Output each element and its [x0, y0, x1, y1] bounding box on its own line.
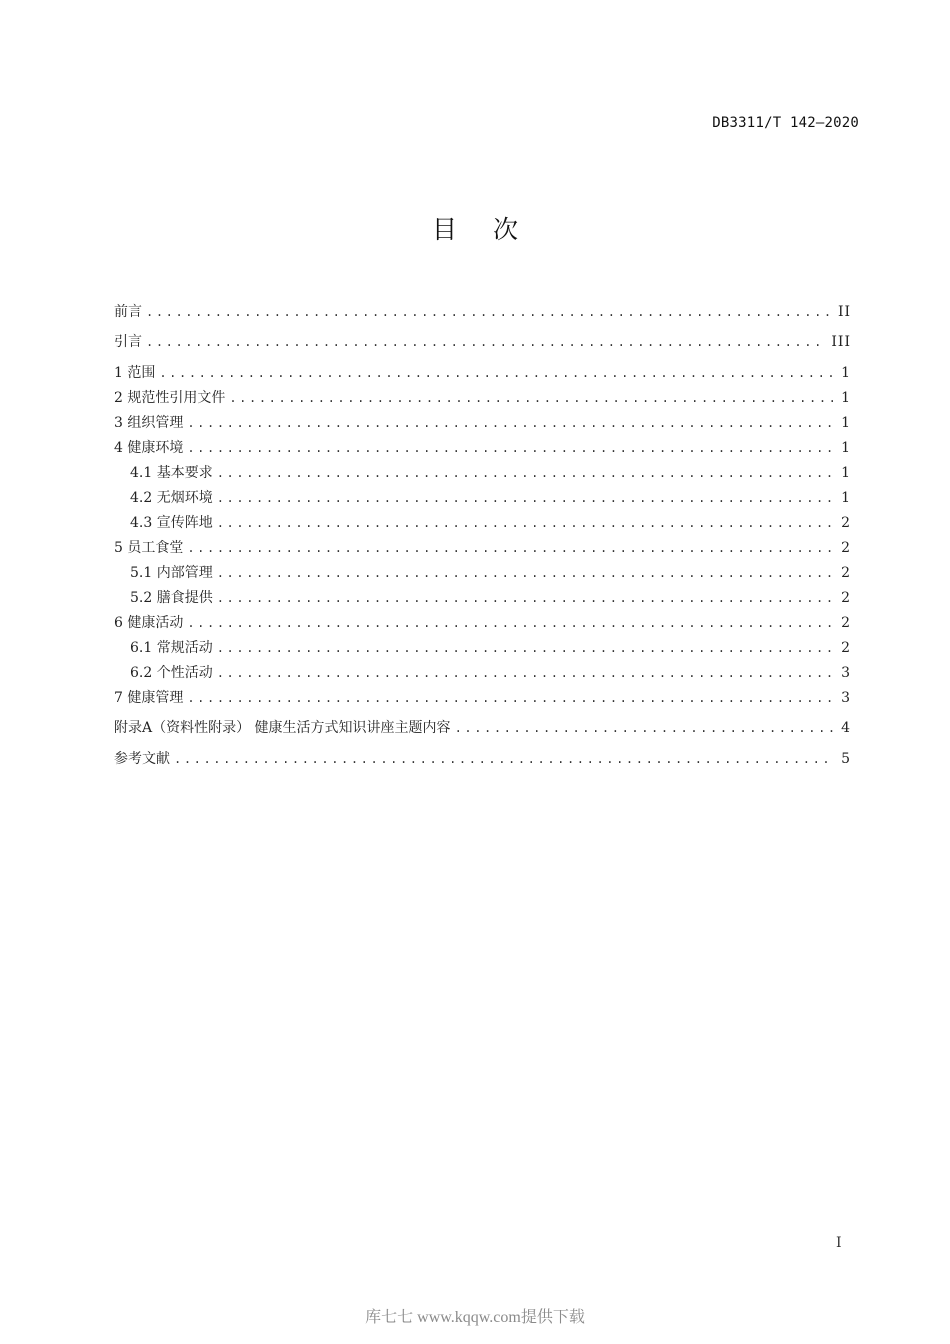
toc-dot-leader [217, 586, 833, 610]
toc-entry-label: 前言 [114, 304, 142, 320]
toc-entry-references[interactable] [114, 747, 851, 771]
toc-entry-5-2[interactable] [130, 586, 851, 610]
toc-entry-label: 4 健康环境 [114, 440, 184, 456]
toc-dot-leader [455, 716, 834, 740]
toc-entry-label: 6.2 个性活动 [130, 665, 213, 681]
toc-entry-5[interactable] [114, 536, 851, 560]
toc-entry-page: 2 [841, 565, 851, 581]
toc-entry-page: 2 [841, 515, 851, 531]
toc-entry-label: 3 组织管理 [114, 415, 184, 431]
toc-entry-label: 5.2 膳食提供 [130, 590, 213, 606]
toc-entry-page: 1 [841, 440, 851, 456]
toc-entry-foreword[interactable] [114, 300, 851, 324]
toc-entry-label: 6.1 常规活动 [130, 640, 213, 656]
toc-entry-4-2[interactable] [130, 486, 851, 510]
toc-entry-1[interactable] [114, 361, 851, 385]
toc-entry-label: 附录A（资料性附录） 健康生活方式知识讲座主题内容 [114, 720, 451, 736]
toc-entry-label: 1 范围 [114, 365, 156, 381]
toc-dot-leader [159, 361, 833, 385]
toc-dot-leader [146, 300, 830, 324]
toc-dot-leader [187, 436, 833, 460]
toc-entry-page: 1 [841, 390, 851, 406]
page-title: 目次 [431, 215, 554, 244]
toc-entry-page: 2 [841, 590, 851, 606]
toc-entry-label: 5.1 内部管理 [130, 565, 213, 581]
toc-entry-4-3[interactable] [130, 511, 851, 535]
toc-entry-page: 1 [841, 365, 851, 381]
toc-entry-5-1[interactable] [130, 561, 851, 585]
toc-entry-3[interactable] [114, 411, 851, 435]
toc-entry-4[interactable] [114, 436, 851, 460]
toc-entry-6-1[interactable] [130, 636, 851, 660]
toc-entry-page: 5 [841, 751, 851, 767]
page-number: I [836, 1235, 842, 1251]
toc-dot-leader [187, 536, 833, 560]
toc-dot-leader [187, 686, 833, 710]
toc-entry-2[interactable] [114, 386, 851, 410]
toc-entry-label: 6 健康活动 [114, 615, 184, 631]
toc-entry-4-1[interactable] [130, 461, 851, 485]
toc-dot-leader [187, 411, 833, 435]
toc-dot-leader [174, 747, 833, 771]
toc-dot-leader [217, 461, 833, 485]
toc-entry-page: 1 [841, 465, 851, 481]
toc-entry-page: III [831, 334, 851, 350]
toc-entry-page: 2 [841, 640, 851, 656]
toc-entry-6[interactable] [114, 611, 851, 635]
toc-entry-label: 引言 [114, 334, 142, 350]
toc-dot-leader [217, 486, 833, 510]
toc-dot-leader [146, 330, 823, 354]
toc-dot-leader [187, 611, 833, 635]
toc-dot-leader [217, 661, 833, 685]
toc-entry-label: 4.1 基本要求 [130, 465, 213, 481]
toc-entry-label: 7 健康管理 [114, 690, 184, 706]
toc-entry-page: 3 [841, 665, 851, 681]
toc-entry-page: 3 [841, 690, 851, 706]
toc-entry-7[interactable] [114, 686, 851, 710]
toc-dot-leader [217, 511, 833, 535]
toc-dot-leader [217, 561, 833, 585]
toc-entry-appendix-a[interactable] [114, 716, 851, 740]
toc-entry-page: 1 [841, 415, 851, 431]
toc-entry-page: 2 [841, 540, 851, 556]
toc-dot-leader [229, 386, 833, 410]
document-code: DB3311/T 142—2020 [712, 115, 859, 131]
toc-entry-6-2[interactable] [130, 661, 851, 685]
download-watermark: 库七七 www.kqqw.com提供下载 [365, 1309, 585, 1326]
toc-entry-page: 1 [841, 490, 851, 506]
toc-entry-introduction[interactable] [114, 330, 851, 354]
toc-entry-label: 4.3 宣传阵地 [130, 515, 213, 531]
toc-entry-page: II [837, 304, 851, 320]
toc-entry-label: 参考文献 [114, 751, 170, 767]
toc-entry-label: 5 员工食堂 [114, 540, 184, 556]
toc-entry-label: 2 规范性引用文件 [114, 390, 226, 406]
toc-entry-page: 2 [841, 615, 851, 631]
toc-entry-label: 4.2 无烟环境 [130, 490, 213, 506]
toc-dot-leader [217, 636, 833, 660]
toc-entry-page: 4 [841, 720, 851, 736]
